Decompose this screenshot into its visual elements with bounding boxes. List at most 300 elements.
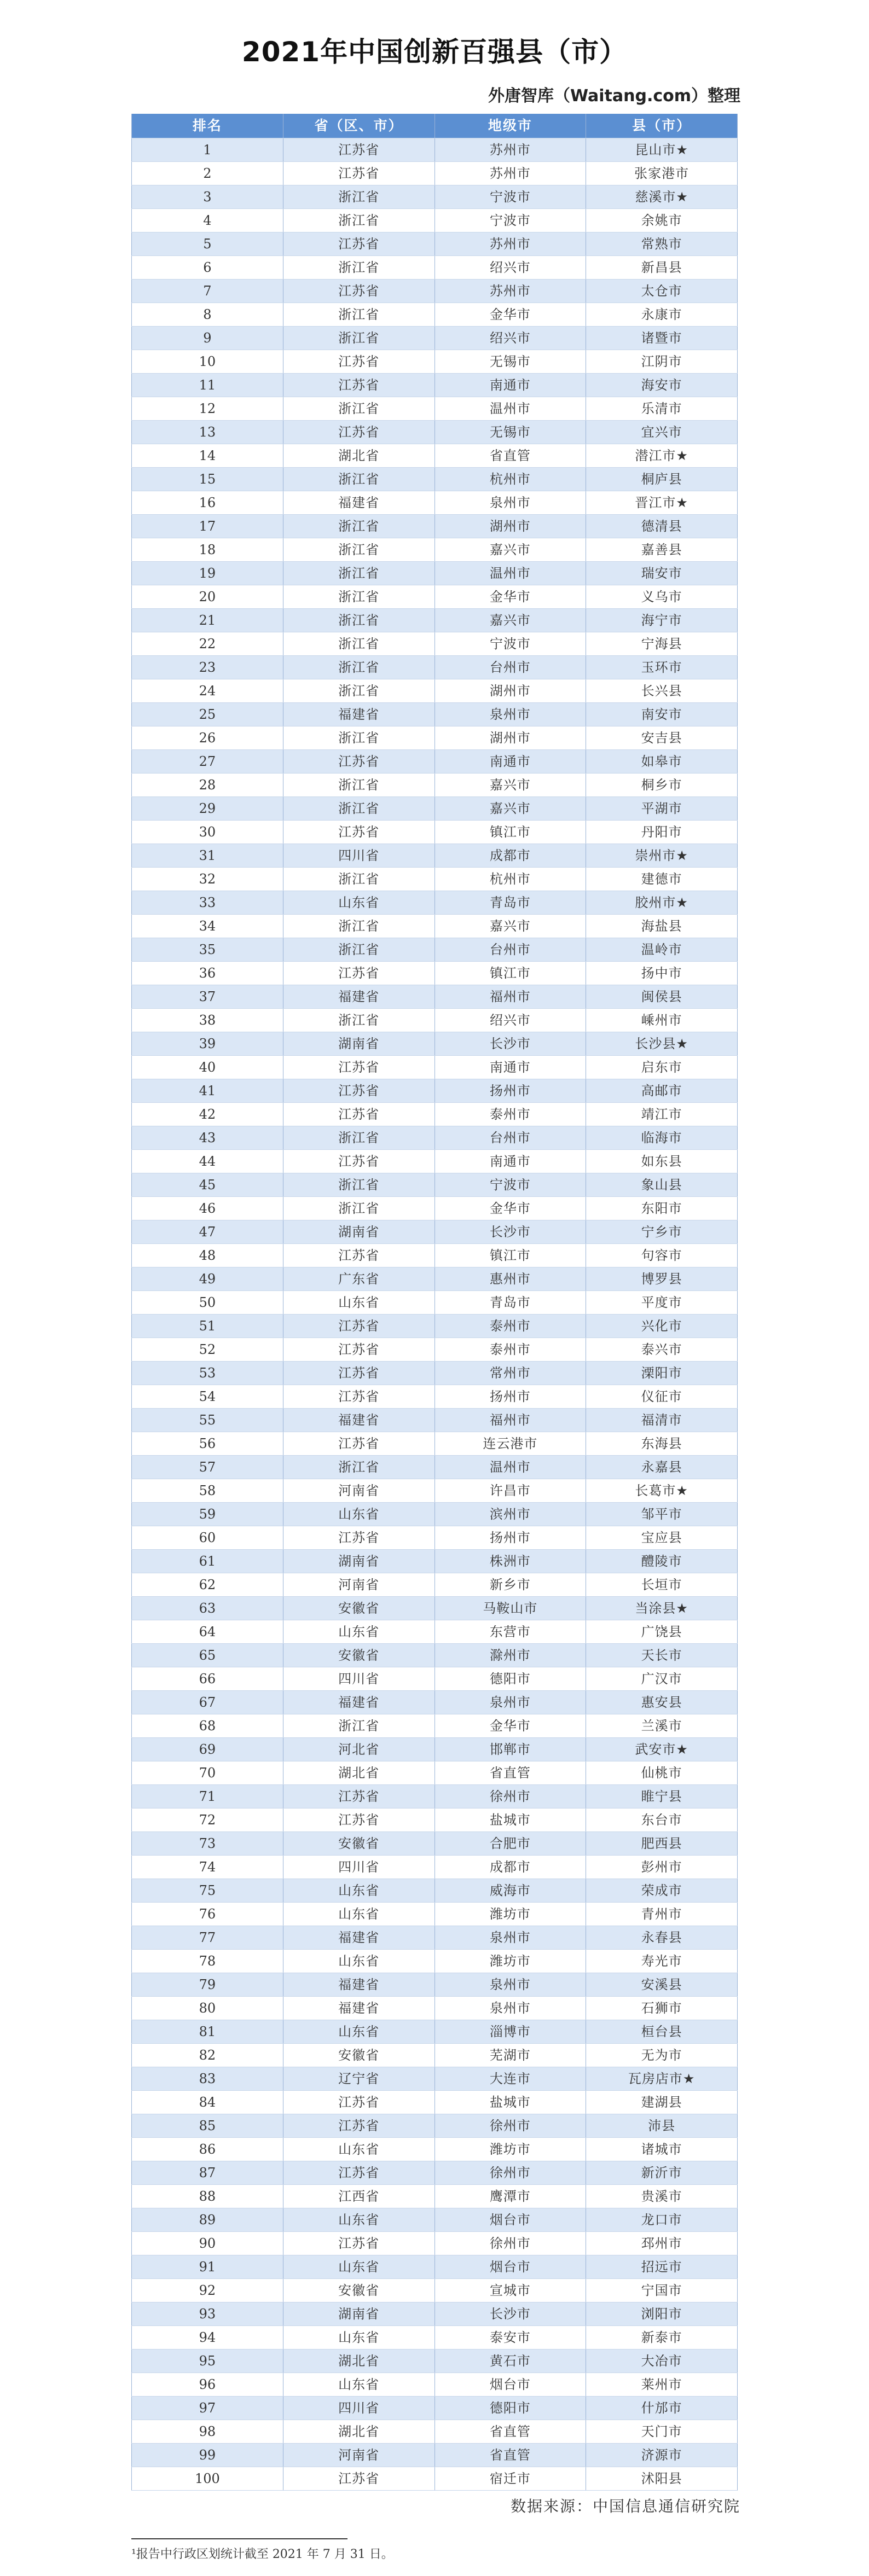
cell-province: 浙江省 [283,1173,434,1197]
cell-county: 象山县 [586,1173,738,1197]
cell-rank: 28 [132,774,283,797]
cell-rank: 8 [132,303,283,327]
table-row [132,1126,738,1150]
cell-rank: 18 [132,538,283,562]
cell-province: 江苏省 [283,1338,434,1362]
cell-province: 江苏省 [283,1079,434,1103]
cell-prefecture-city: 台州市 [434,938,586,962]
cell-province: 福建省 [283,1926,434,1950]
table-row [132,656,738,679]
cell-province: 浙江省 [283,515,434,538]
cell-county: 海安市 [586,374,738,397]
cell-rank: 30 [132,821,283,844]
cell-rank: 40 [132,1056,283,1079]
table-row [132,1103,738,1126]
cell-province: 浙江省 [283,585,434,609]
cell-province: 浙江省 [283,1126,434,1150]
cell-prefecture-city: 潍坊市 [434,1903,586,1926]
cell-county: 什邡市 [586,2397,738,2420]
cell-county: 天长市 [586,1644,738,1667]
cell-prefecture-city: 温州市 [434,397,586,421]
table-row [132,821,738,844]
table-row [132,632,738,656]
cell-rank: 76 [132,1903,283,1926]
cell-prefecture-city: 省直管 [434,444,586,468]
cell-prefecture-city: 株洲市 [434,1550,586,1573]
cell-county: 建湖县 [586,2091,738,2114]
table-row [132,491,738,515]
table-row [132,703,738,726]
cell-rank: 57 [132,1456,283,1479]
cell-rank: 1 [132,138,283,162]
cell-province: 安徽省 [283,1644,434,1667]
cell-rank: 24 [132,679,283,703]
cell-prefecture-city: 威海市 [434,1879,586,1903]
cell-county: 胶州市★ [586,891,738,915]
cell-prefecture-city: 青岛市 [434,1291,586,1315]
cell-province: 江苏省 [283,232,434,256]
cell-province: 浙江省 [283,726,434,750]
table-row [132,1197,738,1220]
cell-county: 德清县 [586,515,738,538]
table-row [132,868,738,891]
cell-county: 东台市 [586,1809,738,1832]
cell-province: 湖南省 [283,1550,434,1573]
cell-province: 山东省 [283,2208,434,2232]
footnote-divider [131,2538,347,2539]
cell-rank: 20 [132,585,283,609]
table-row [132,609,738,632]
cell-rank: 3 [132,185,283,209]
cell-prefecture-city: 嘉兴市 [434,774,586,797]
cell-rank: 43 [132,1126,283,1150]
table-row [132,985,738,1009]
cell-rank: 52 [132,1338,283,1362]
cell-rank: 81 [132,2020,283,2044]
cell-prefecture-city: 惠州市 [434,1267,586,1291]
cell-province: 浙江省 [283,185,434,209]
cell-rank: 23 [132,656,283,679]
cell-county: 博罗县 [586,1267,738,1291]
table-row [132,1291,738,1315]
cell-province: 山东省 [283,2138,434,2161]
cell-county: 临海市 [586,1126,738,1150]
cell-province: 江苏省 [283,1526,434,1550]
cell-rank: 71 [132,1785,283,1809]
cell-province: 浙江省 [283,1009,434,1032]
cell-province: 江苏省 [283,162,434,185]
cell-prefecture-city: 泰安市 [434,2326,586,2350]
cell-county: 长垣市 [586,1573,738,1597]
cell-rank: 27 [132,750,283,774]
data-source: 数据来源：中国信息通信研究院 [510,2497,740,2515]
cell-prefecture-city: 绍兴市 [434,256,586,280]
cell-county: 肥西县 [586,1832,738,1856]
cell-rank: 60 [132,1526,283,1550]
cell-county: 嘉善县 [586,538,738,562]
cell-county: 长葛市★ [586,1479,738,1503]
table-row [132,2420,738,2444]
cell-county: 泰兴市 [586,1338,738,1362]
cell-county: 济源市 [586,2444,738,2467]
cell-county: 沛县 [586,2114,738,2138]
cell-rank: 86 [132,2138,283,2161]
cell-province: 浙江省 [283,656,434,679]
cell-province: 江苏省 [283,1362,434,1385]
table-row [132,1409,738,1432]
cell-county: 乐清市 [586,397,738,421]
cell-county: 溧阳市 [586,1362,738,1385]
table-row [132,2373,738,2397]
cell-county: 张家港市 [586,162,738,185]
cell-province: 江苏省 [283,421,434,444]
cell-county: 闽侯县 [586,985,738,1009]
table-row [132,468,738,491]
cell-province: 山东省 [283,2255,434,2279]
cell-province: 湖北省 [283,1761,434,1785]
cell-province: 江苏省 [283,750,434,774]
cell-prefecture-city: 省直管 [434,2444,586,2467]
cell-prefecture-city: 温州市 [434,1456,586,1479]
table-row [132,891,738,915]
table-row [132,2044,738,2067]
cell-province: 四川省 [283,2397,434,2420]
table-row [132,962,738,985]
cell-province: 江苏省 [283,1785,434,1809]
cell-prefecture-city: 绍兴市 [434,327,586,350]
table-row [132,280,738,303]
table-row [132,1362,738,1385]
cell-rank: 96 [132,2373,283,2397]
cell-county: 安溪县 [586,1973,738,1997]
cell-rank: 87 [132,2161,283,2185]
cell-rank: 97 [132,2397,283,2420]
cell-prefecture-city: 泰州市 [434,1103,586,1126]
cell-rank: 99 [132,2444,283,2467]
cell-prefecture-city: 马鞍山市 [434,1597,586,1620]
table-row [132,1056,738,1079]
cell-province: 安徽省 [283,1832,434,1856]
cell-province: 浙江省 [283,868,434,891]
cell-province: 浙江省 [283,468,434,491]
cell-prefecture-city: 徐州市 [434,2232,586,2255]
cell-county: 长沙县★ [586,1032,738,1056]
cell-rank: 2 [132,162,283,185]
cell-prefecture-city: 温州市 [434,562,586,585]
cell-rank: 5 [132,232,283,256]
cell-rank: 34 [132,915,283,938]
cell-rank: 95 [132,2350,283,2373]
page-title: 2021年中国创新百强县（市） [241,36,628,68]
cell-rank: 11 [132,374,283,397]
cell-county: 邳州市 [586,2232,738,2255]
table-row [132,185,738,209]
cell-prefecture-city: 嘉兴市 [434,609,586,632]
cell-county: 新昌县 [586,256,738,280]
cell-county: 昆山市★ [586,138,738,162]
table-row [132,1244,738,1267]
cell-rank: 79 [132,1973,283,1997]
cell-province: 广东省 [283,1267,434,1291]
table-row [132,1526,738,1550]
table-row [132,1903,738,1926]
cell-province: 河南省 [283,1479,434,1503]
cell-county: 莱州市 [586,2373,738,2397]
cell-rank: 65 [132,1644,283,1667]
cell-prefecture-city: 南通市 [434,374,586,397]
table-row [132,2326,738,2350]
cell-county: 平湖市 [586,797,738,821]
table-row [132,2467,738,2491]
cell-province: 浙江省 [283,774,434,797]
cell-county: 广汉市 [586,1667,738,1691]
cell-rank: 22 [132,632,283,656]
cell-prefecture-city: 湖州市 [434,726,586,750]
cell-rank: 7 [132,280,283,303]
table-row [132,444,738,468]
cell-province: 江苏省 [283,962,434,985]
cell-province: 湖南省 [283,2302,434,2326]
cell-rank: 48 [132,1244,283,1267]
cell-rank: 9 [132,327,283,350]
cell-rank: 66 [132,1667,283,1691]
cell-province: 山东省 [283,1620,434,1644]
cell-rank: 84 [132,2091,283,2114]
cell-rank: 14 [132,444,283,468]
cell-prefecture-city: 合肥市 [434,1832,586,1856]
table-row [132,1173,738,1197]
cell-county: 兰溪市 [586,1714,738,1738]
table-row [132,1573,738,1597]
cell-prefecture-city: 宿迁市 [434,2467,586,2491]
cell-prefecture-city: 绍兴市 [434,1009,586,1032]
cell-province: 浙江省 [283,1714,434,1738]
cell-county: 启东市 [586,1056,738,1079]
cell-county: 扬中市 [586,962,738,985]
cell-province: 江苏省 [283,374,434,397]
table-row [132,1503,738,1526]
cell-county: 睢宁县 [586,1785,738,1809]
cell-province: 山东省 [283,1950,434,1973]
cell-prefecture-city: 苏州市 [434,280,586,303]
cell-rank: 56 [132,1432,283,1456]
cell-prefecture-city: 大连市 [434,2067,586,2091]
cell-province: 浙江省 [283,209,434,232]
cell-county: 招远市 [586,2255,738,2279]
table-row [132,2185,738,2208]
table-row [132,1644,738,1667]
cell-province: 山东省 [283,1879,434,1903]
cell-rank: 39 [132,1032,283,1056]
cell-province: 浙江省 [283,1197,434,1220]
cell-province: 浙江省 [283,938,434,962]
cell-county: 宁国市 [586,2279,738,2302]
cell-county: 高邮市 [586,1079,738,1103]
cell-province: 江苏省 [283,350,434,374]
cell-rank: 83 [132,2067,283,2091]
cell-province: 山东省 [283,1291,434,1315]
cell-county: 太仓市 [586,280,738,303]
cell-county: 新沂市 [586,2161,738,2185]
cell-prefecture-city: 金华市 [434,303,586,327]
cell-rank: 25 [132,703,283,726]
cell-county: 福清市 [586,1409,738,1432]
table-row [132,2114,738,2138]
cell-county: 江阴市 [586,350,738,374]
cell-rank: 49 [132,1267,283,1291]
cell-province: 江苏省 [283,1432,434,1456]
cell-county: 南安市 [586,703,738,726]
cell-prefecture-city: 德阳市 [434,2397,586,2420]
cell-rank: 37 [132,985,283,1009]
table-row [132,938,738,962]
cell-county: 永嘉县 [586,1456,738,1479]
cell-rank: 92 [132,2279,283,2302]
cell-rank: 78 [132,1950,283,1973]
cell-province: 江苏省 [283,1056,434,1079]
cell-province: 浙江省 [283,327,434,350]
table-row [132,1738,738,1761]
cell-rank: 61 [132,1550,283,1573]
cell-province: 江苏省 [283,1385,434,1409]
cell-county: 建德市 [586,868,738,891]
table-row [132,2279,738,2302]
table-row [132,350,738,374]
cell-province: 四川省 [283,844,434,868]
cell-rank: 89 [132,2208,283,2232]
cell-county: 永康市 [586,303,738,327]
table-row [132,1479,738,1503]
cell-county: 海宁市 [586,609,738,632]
cell-province: 湖北省 [283,2420,434,2444]
table-header [132,114,738,138]
cell-rank: 72 [132,1809,283,1832]
cell-county: 仪征市 [586,1385,738,1409]
cell-province: 浙江省 [283,538,434,562]
cell-prefecture-city: 福州市 [434,985,586,1009]
cell-rank: 26 [132,726,283,750]
cell-province: 安徽省 [283,2279,434,2302]
cell-province: 浙江省 [283,256,434,280]
cell-county: 永春县 [586,1926,738,1950]
cell-county: 彭州市 [586,1856,738,1879]
cell-rank: 88 [132,2185,283,2208]
cell-county: 宜兴市 [586,421,738,444]
table-row [132,2350,738,2373]
cell-prefecture-city: 新乡市 [434,1573,586,1597]
table-row [132,750,738,774]
cell-county: 余姚市 [586,209,738,232]
cell-prefecture-city: 嘉兴市 [434,538,586,562]
cell-rank: 4 [132,209,283,232]
cell-rank: 100 [132,2467,283,2491]
cell-county: 兴化市 [586,1315,738,1338]
cell-prefecture-city: 许昌市 [434,1479,586,1503]
cell-prefecture-city: 徐州市 [434,1785,586,1809]
table-row [132,585,738,609]
footnote: ¹报告中行政区划统计截至 2021 年 7 月 31 日。 [131,2548,393,2561]
cell-rank: 55 [132,1409,283,1432]
cell-province: 湖南省 [283,1032,434,1056]
cell-prefecture-city: 泉州市 [434,1926,586,1950]
cell-rank: 91 [132,2255,283,2279]
table-body [132,138,738,2491]
cell-province: 湖南省 [283,1220,434,1244]
table-row [132,1032,738,1056]
cell-county: 天门市 [586,2420,738,2444]
ranking-table [131,114,738,2491]
table-row [132,844,738,868]
cell-county: 荣成市 [586,1879,738,1903]
cell-prefecture-city: 无锡市 [434,350,586,374]
cell-prefecture-city: 宁波市 [434,185,586,209]
cell-prefecture-city: 泉州市 [434,703,586,726]
cell-rank: 50 [132,1291,283,1315]
table-row [132,1856,738,1879]
cell-county: 瓦房店市★ [586,2067,738,2091]
cell-province: 福建省 [283,1973,434,1997]
table-row [132,138,738,162]
cell-rank: 35 [132,938,283,962]
cell-rank: 54 [132,1385,283,1409]
table-row [132,2302,738,2326]
cell-prefecture-city: 南通市 [434,1150,586,1173]
table-row [132,515,738,538]
cell-prefecture-city: 淄博市 [434,2020,586,2044]
cell-prefecture-city: 连云港市 [434,1432,586,1456]
table-row [132,2067,738,2091]
cell-province: 浙江省 [283,609,434,632]
table-row [132,2161,738,2185]
cell-county: 大冶市 [586,2350,738,2373]
table-row [132,1597,738,1620]
cell-prefecture-city: 滨州市 [434,1503,586,1526]
table-row [132,2138,738,2161]
cell-province: 安徽省 [283,1597,434,1620]
table-row [132,1950,738,1973]
cell-prefecture-city: 烟台市 [434,2208,586,2232]
table-row [132,1997,738,2020]
cell-province: 江苏省 [283,2114,434,2138]
cell-county: 瑞安市 [586,562,738,585]
cell-province: 湖北省 [283,2350,434,2373]
table-row [132,1667,738,1691]
cell-prefecture-city: 扬州市 [434,1079,586,1103]
cell-county: 新泰市 [586,2326,738,2350]
cell-county: 浏阳市 [586,2302,738,2326]
cell-prefecture-city: 青岛市 [434,891,586,915]
table-row [132,1432,738,1456]
table-row [132,2232,738,2255]
cell-rank: 21 [132,609,283,632]
cell-province: 山东省 [283,891,434,915]
cell-rank: 98 [132,2420,283,2444]
cell-rank: 69 [132,1738,283,1761]
cell-county: 句容市 [586,1244,738,1267]
cell-rank: 73 [132,1832,283,1856]
cell-rank: 64 [132,1620,283,1644]
cell-province: 江苏省 [283,280,434,303]
cell-province: 浙江省 [283,562,434,585]
cell-county: 当涂县★ [586,1597,738,1620]
cell-rank: 80 [132,1997,283,2020]
cell-prefecture-city: 省直管 [434,2420,586,2444]
cell-prefecture-city: 无锡市 [434,421,586,444]
cell-prefecture-city: 湖州市 [434,515,586,538]
cell-province: 四川省 [283,1856,434,1879]
cell-province: 辽宁省 [283,2067,434,2091]
cell-province: 浙江省 [283,303,434,327]
